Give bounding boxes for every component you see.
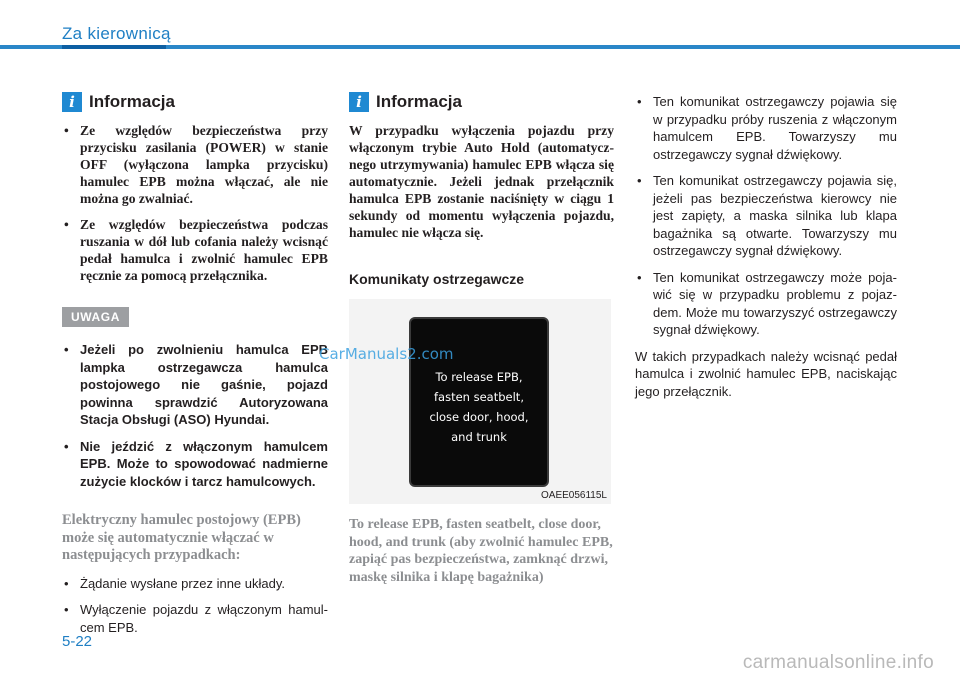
section-title: Za kierownicą xyxy=(62,24,171,43)
message-bullet: • Ten komunikat ostrzegawczy pojawia się w przypadku próby ruszenia z włączonym hamulcem EPB. Towarzyszy mu ostrzegawczy sygnał dźwiękowy. xyxy=(637,94,897,162)
message-bullet: • Ten komunikat ostrzegawczy pojawia się, jeżeli pas bezpieczeństwa kierowcy nie jest zapięty, a maska silnika lub klapa bagażnika są otwarte. Towarzyszy mu ostrzegawczy sygnał dźwiękowy. xyxy=(637,173,897,258)
auto-engage-heading: Elektryczny hamulec postojowy (EPB) może się automatycznie włączać w następujących przypadkach: xyxy=(62,512,301,563)
instruction-paragraph: W takich przypadkach należy wcisnąć pedał hamulca i zwolnić hamulec EPB, naciskając jego przełącznik. xyxy=(635,348,897,399)
header-rule-accent xyxy=(62,45,166,49)
info-box-header xyxy=(62,92,328,112)
cluster-message-figure xyxy=(319,299,611,504)
info-title: Informacja xyxy=(376,92,462,111)
warning-bullet: • Jeżeli po zwolnieniu hamulca EPB lampka ostrzegawcza hamulca postojowego nie gaśnie, pojazd powinna sprawdzić Autoryzowana Stacja Obsługi (ASO) Hyundai. xyxy=(64,342,328,427)
display-line: To release EPB, xyxy=(435,370,523,384)
figure-code: OAEE056115L xyxy=(541,490,607,501)
warning-messages-heading: Komunikaty ostrzegawcze xyxy=(349,271,525,287)
footer-watermark: carmanualsonline.info xyxy=(742,652,934,673)
info-icon: i xyxy=(349,92,369,112)
figure-caption: To release EPB, fasten seatbelt, close door, hood, and trunk (aby zwolnić hamulec EPB, zapiąć pas bezpieczeństwa, zamknąć drzwi, maskę silnika i klapę bagażnika) xyxy=(349,517,613,585)
middle-column xyxy=(319,92,614,586)
info-box-header xyxy=(349,92,614,112)
warning-badge: UWAGA xyxy=(62,307,129,327)
right-column xyxy=(635,93,897,400)
page-number: 5-22 xyxy=(62,633,93,650)
figure-watermark: CarManuals2.com xyxy=(319,345,454,363)
cluster-display xyxy=(409,317,549,487)
left-column xyxy=(62,92,328,645)
warning-bullet: • Nie jeździć z włączonym hamulcem EPB. Może to spowodować nadmierne zużycie klocków i tarcz hamulcowych. xyxy=(64,438,328,489)
info-title: Informacja xyxy=(89,92,175,111)
auto-engage-bullet: • Żądanie wysłane przez inne układy. xyxy=(64,575,285,591)
display-line: and trunk xyxy=(451,430,507,444)
info-icon: i xyxy=(62,92,82,112)
auto-hold-info-text: W przypadku wyłączenia pojazdu przy włączonym trybie Auto Hold (automatycznego utrzymywania) hamulec EPB włącza się automatycznie. Jeżeli jednak przełącznik hamulca EPB zostanie naciśnięty w ciągu 1 sekundy od momentu wyłączenia pojazdu, hamulec nie włącza się. xyxy=(349,123,614,240)
message-bullet: • Ten komunikat ostrzegawczy może pojawić się w przypadku problemu z pojazdem. Może mu towarzyszyć ostrzegawczy sygnał dźwiękowy. xyxy=(637,269,897,337)
auto-engage-bullet: • Wyłączenie pojazdu z włączonym hamulcem EPB. xyxy=(64,602,328,635)
display-line: fasten seatbelt, xyxy=(434,390,524,404)
info-bullet: • Ze względów bezpieczeństwa przy przycisku zasilania (POWER) w stanie OFF (wyłączona lampka przycisku) hamulec EPB można włączać, ale nie można go zwalniać. xyxy=(64,123,328,206)
info-bullet: • Ze względów bezpieczeństwa podczas ruszania w dół lub cofania należy wcisnąć pedał hamulca i zwolnić hamulec EPB ręcznie za pomocą przełącznika. xyxy=(64,217,328,283)
display-line: close door, hood, xyxy=(429,410,529,424)
